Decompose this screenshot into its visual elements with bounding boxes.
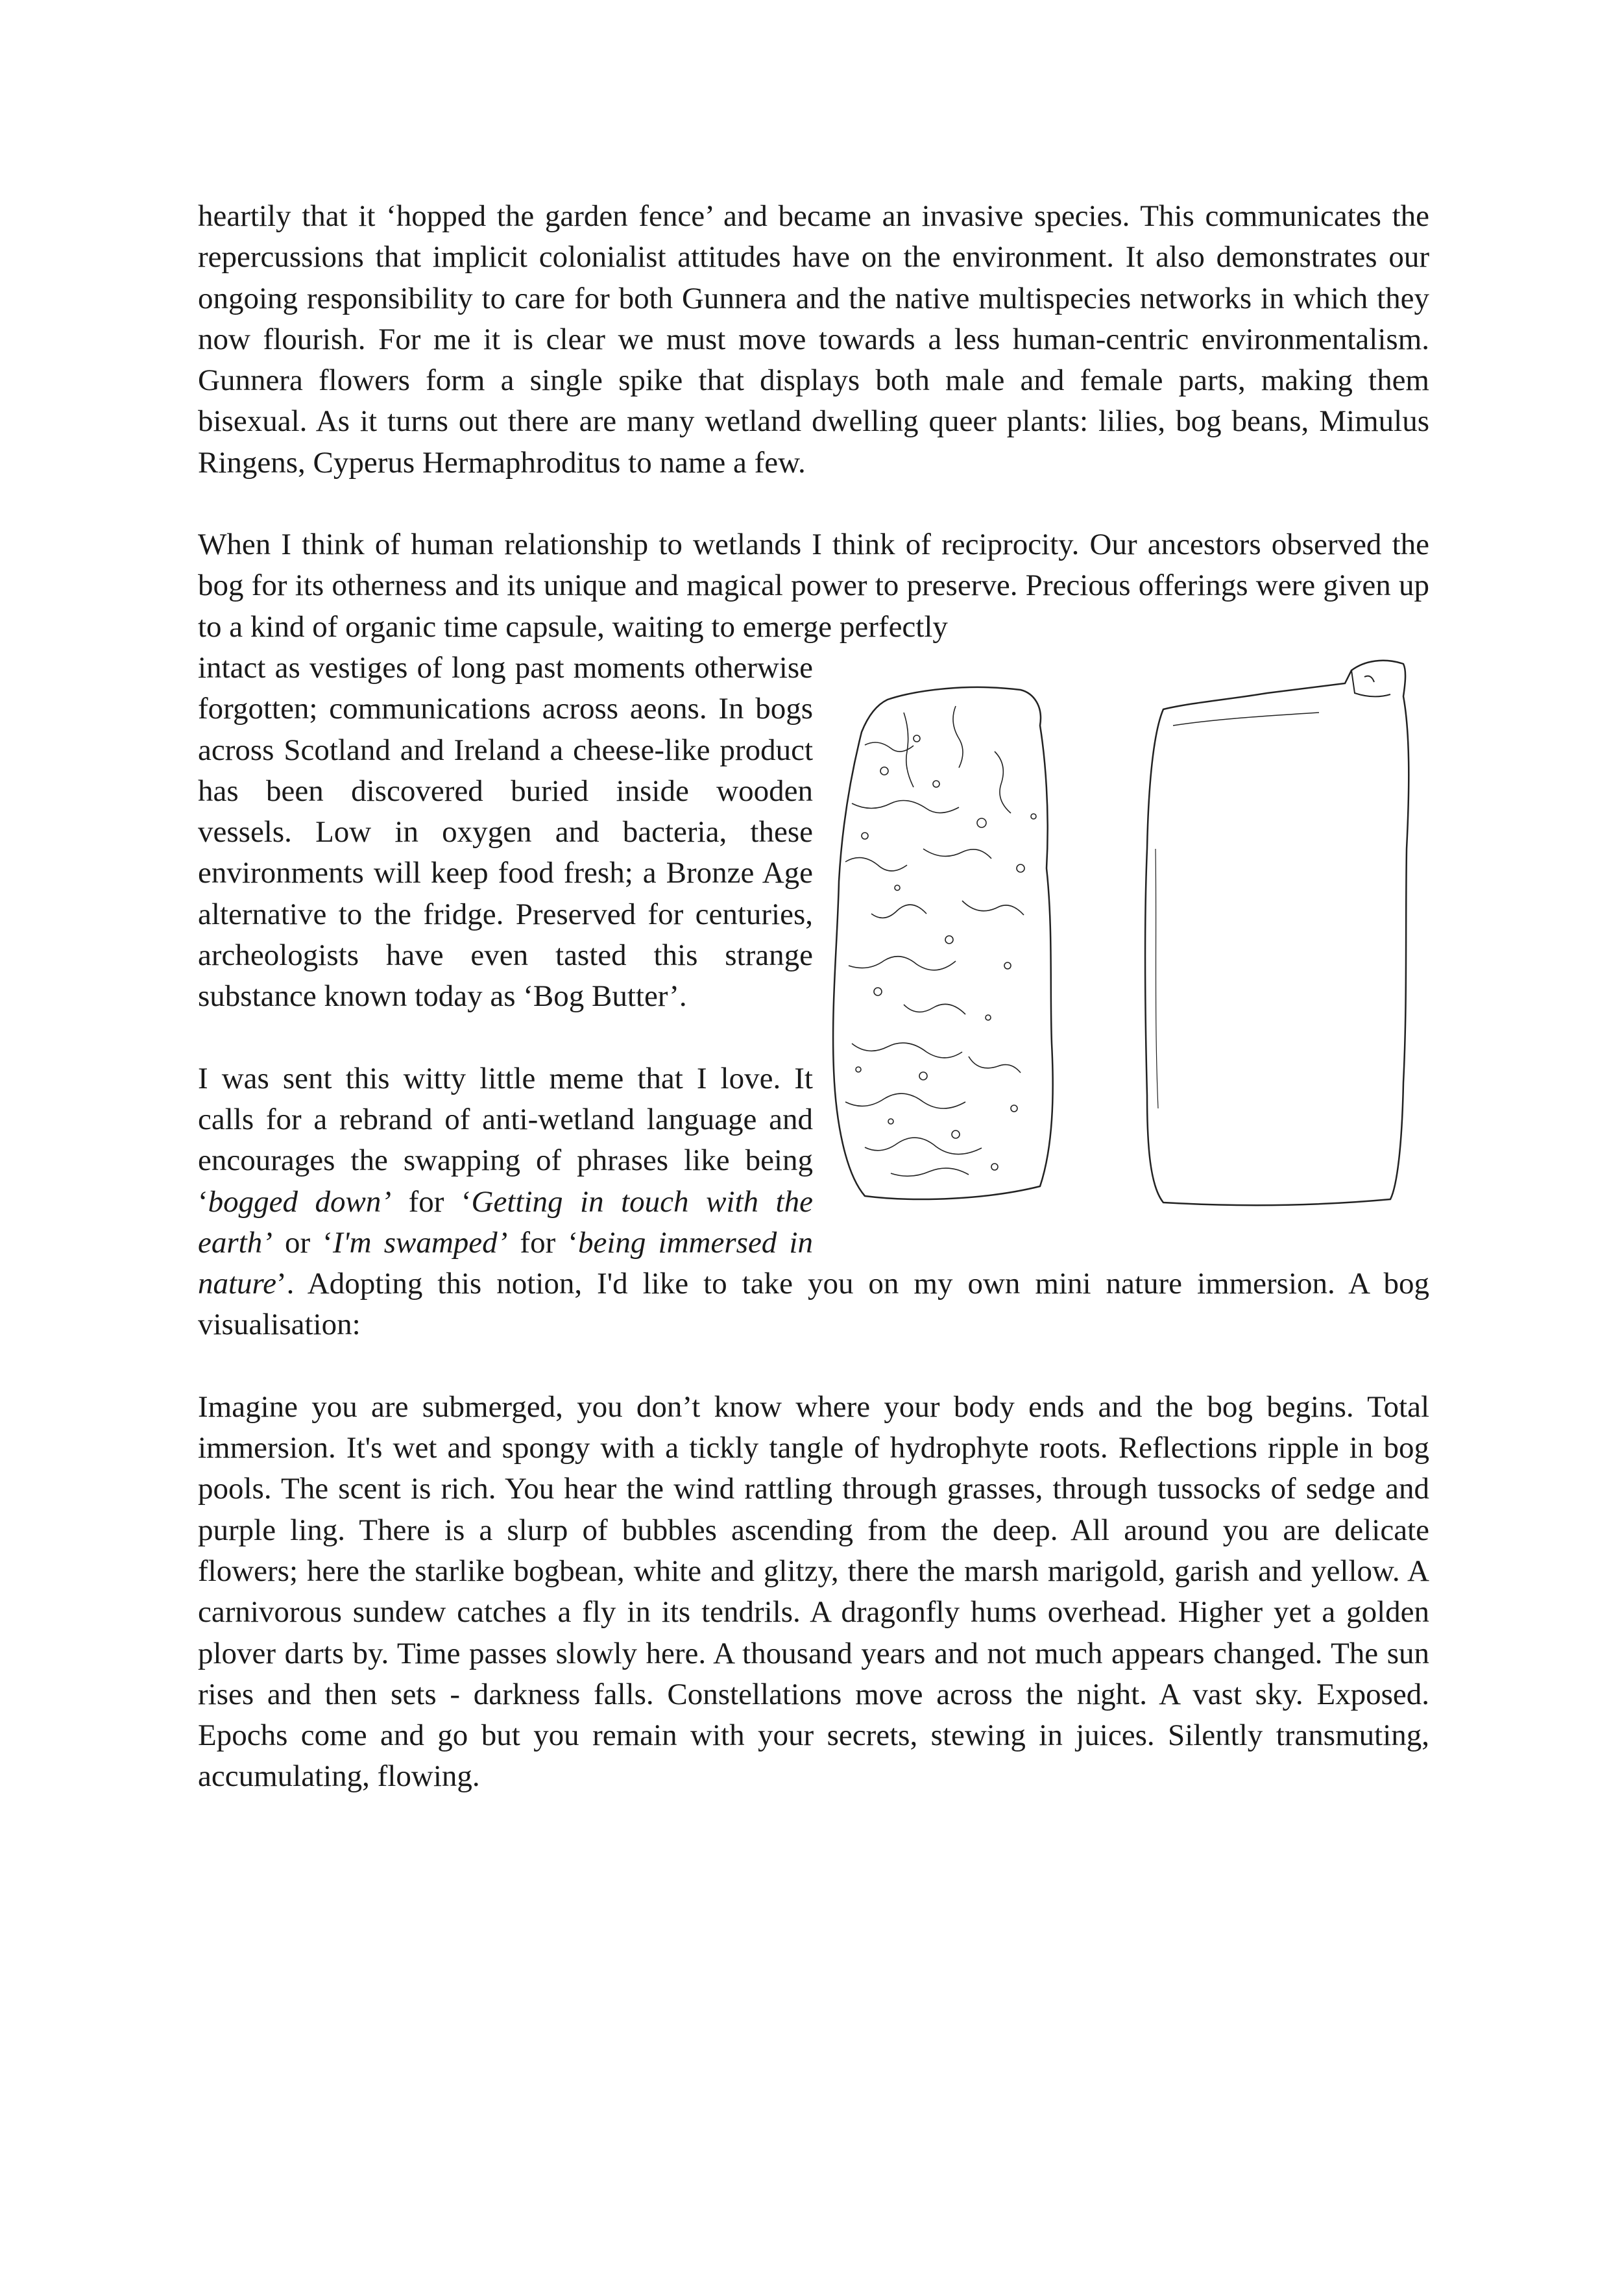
meme-text-b: for ‘: [391, 1184, 472, 1219]
bog-butter-lump-outline: [833, 687, 1053, 1199]
paragraph-visualisation: Imagine you are submerged, you don’t know where your body ends and the bog begins. Total immersion. It's wet and spongy with a tickly tangle of hydrophyte roots. Reflections ripple in bog pools. The scent is rich. You hear the wind rattling through grasses, through tussocks of sedge and purple ling. There is a slurp of bubbles ascending from the deep. All around you are delicate flowers; here the starlike bogbean, white and glitzy, there the marsh marigold, garish and yellow. A carnivorous sundew catches a fly in its tendrils. A dragonfly hums overhead. Higher yet a golden plover darts by. Time passes slowly here. A thousand years and not much appears changed. The sun rises and then sets - darkness falls. Constellations move across the night. A vast sky. Exposed. Epochs come and go but you remain with your secrets, stewing in juices. Silently transmuting, accumulating, flowing.: [198, 1389, 1429, 1794]
paragraph-gap: [198, 1346, 1429, 1387]
vessel-rim-notch: [1351, 670, 1390, 696]
paragraph-reciprocity-lead: When I think of human relationship to wetlands I think of reciprocity. Our ancestors observed the bog for its otherness and its unique and magical power to preserve. Precious offerings were given up to a kind of organic time capsule, waiting to emerge perfectly: [198, 528, 1429, 644]
meme-text-d: for ‘: [507, 1225, 579, 1260]
meme-text-a: I was sent this witty little meme that I love. It calls for a rebrand of anti-wetland language and encourages the swapping of phrases like being ‘: [198, 1061, 813, 1219]
vessel-side-line: [1156, 849, 1158, 1108]
paragraph-gunnera: heartily that it ‘hopped the garden fence’ and became an invasive species. This communicates the repercussions that implicit colonialist attitudes have on the environment. It also demonstrates our ongoing responsibility to care for both Gunnera and the native multispecies networks in which they now flourish. For me it is clear we must move towards a less human-centric environmentalism. Gunnera flowers form a single spike that displays both male and female parts, making them bisexual. As it turns out there are many wetland dwelling queer plants: lilies, bog beans, Mimulus Ringens, Cyperus Hermaphroditus to name a few.: [198, 199, 1429, 480]
vessel-grain-line: [1173, 713, 1319, 726]
paragraph-gap: [198, 483, 1429, 524]
bog-butter-drawing: [826, 654, 1429, 1238]
bog-butter-texture: [845, 706, 1036, 1176]
meme-text-c: or ‘: [272, 1225, 333, 1260]
meme-phrase-earth: Getting in touch with the earth’: [198, 1184, 813, 1260]
wooden-vessel-outline: [1145, 661, 1409, 1205]
vessel-lug: [1364, 676, 1374, 682]
meme-phrase-swamped: I'm swamped’: [332, 1225, 508, 1260]
body-text: [198, 196, 1429, 1798]
meme-phrase-immersed: being immersed in nature: [198, 1225, 813, 1301]
bog-butter-illustration: [826, 654, 1429, 1238]
meme-phrase-bogged-down: bogged down’: [208, 1184, 392, 1219]
paragraph-bog-butter: intact as vestiges of long past moments otherwise forgotten; communications across aeons. In bogs across Scotland and Ireland a cheese-like product has been discovered buried inside wooden vessels. Low in oxygen and bacteria, these environments will keep food fresh; a Bronze Age alternative to the fridge. Preserved for centuries, archeologists have even tasted this strange substance known today as ‘Bog Butter’.: [198, 650, 813, 1014]
meme-text-e: ’. Adopting this notion, I'd like to take you on my own mini nature immersion. A bog visualisation:: [198, 1267, 1429, 1342]
